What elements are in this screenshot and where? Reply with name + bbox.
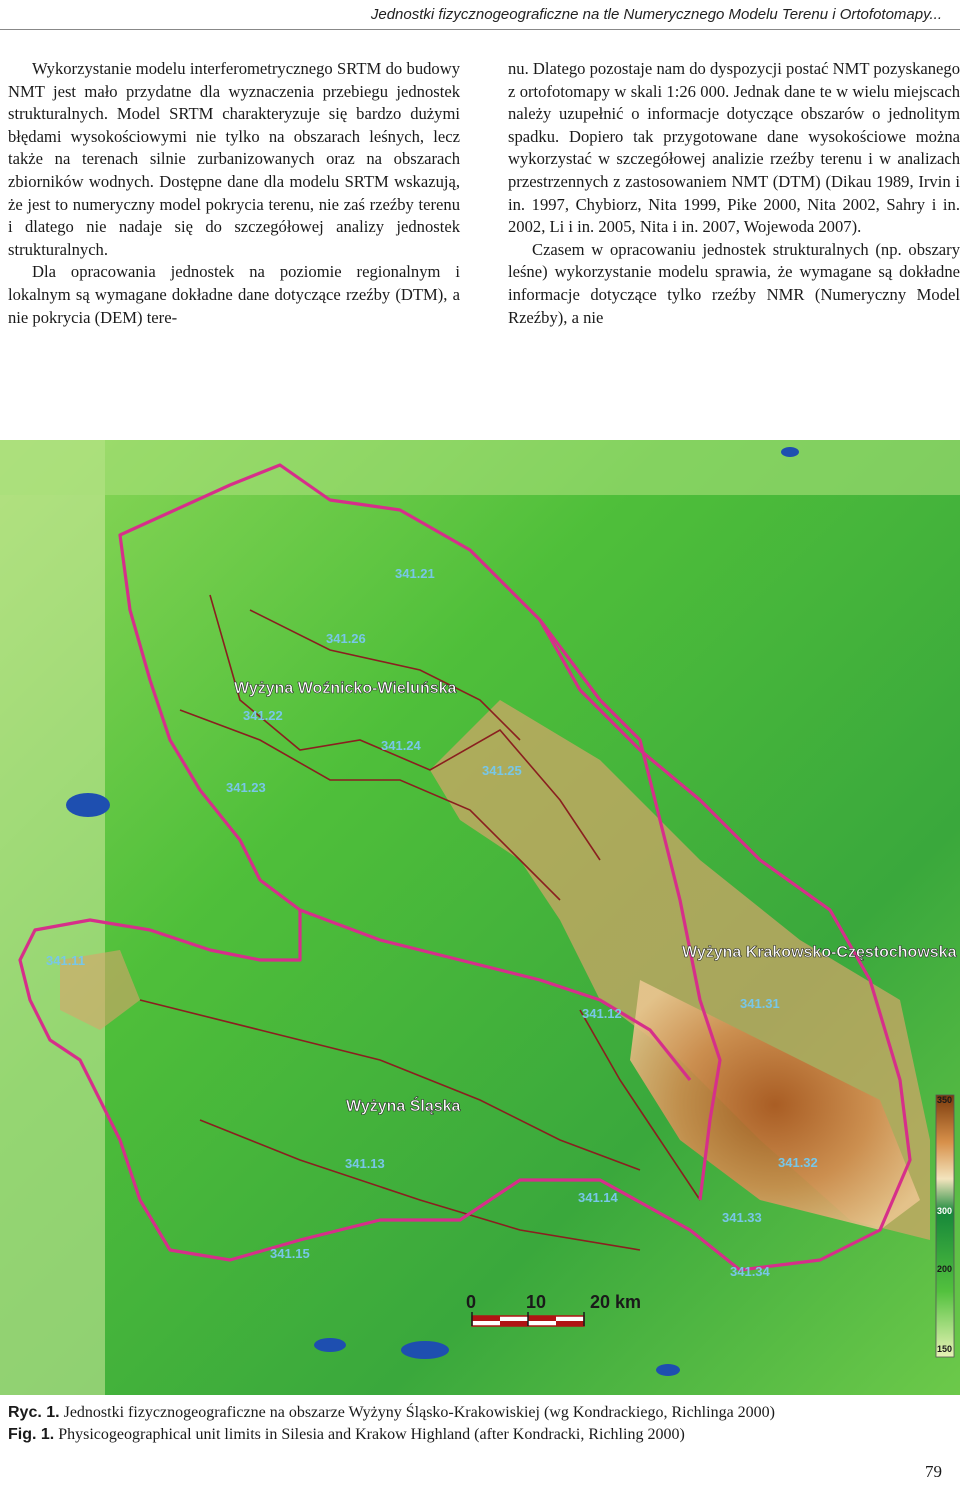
- paragraph: Czasem w opracowaniu jednostek strukturalnych (np. obszary leśne) wykorzystanie modelu sprawia, że wymagane są dokładne informacje dotyczące tylko rzeźby NMR (Numeryczny Model Rzeźby), a nie: [508, 239, 960, 327]
- figure-map: [0, 440, 960, 1395]
- unit-code: 341.14: [578, 1190, 618, 1205]
- unit-code: 341.24: [381, 738, 421, 753]
- unit-code: 341.31: [740, 996, 780, 1011]
- water-body: [781, 447, 799, 457]
- region-label-woznicko: Wyżyna Woźnicko-Wieluńska: [234, 680, 457, 697]
- text-column-right: [508, 58, 960, 329]
- paragraph: nu. Dlatego pozostaje nam do dyspozycji postać NMT pozyskanego z ortofotomapy w skali 1:26 000. Jednak dane te w wielu miejscach należy uzupełnić o informacje dotyczące obszarów o jednolitym spadku. Dopiero tak przygotowane dane wysokościowe można wykorzystać w szczegółowej analizie rzeźby terenu i w analizach przestrzennych z zastosowaniem NMT (DTM) (Dikau 1989, Irvin i in. 1997, Chybiorz, Nita 1999, Pike 2000, Nita 2002, Sahry i in. 2002, Li i in. 2005, Nita i in. 2007, Wojewoda 2007).: [508, 59, 960, 237]
- caption-prefix: Ryc. 1.: [8, 1404, 60, 1421]
- scale-tick-10: 10: [526, 1292, 547, 1312]
- water-body: [66, 793, 110, 817]
- unit-code: 341.26: [326, 631, 366, 646]
- scale-tick-0: 0: [466, 1292, 477, 1312]
- page-number: 79: [925, 1462, 942, 1481]
- map-background: [0, 440, 960, 1395]
- water-body: [656, 1364, 680, 1376]
- unit-code: 341.32: [778, 1155, 818, 1170]
- unit-code: 341.33: [722, 1210, 762, 1225]
- paragraph: Dla opracowania jednostek na poziomie regionalnym i lokalnym są wymagane dokładne dane dotyczące rzeźby (DTM), a nie pokrycia (DEM) tere-: [8, 262, 460, 327]
- paragraph: Wykorzystanie modelu interferometrycznego SRTM do budowy NMT jest mało przydatne dla wyznaczenia przebiegu jednostek strukturalnych. Model SRTM charakteryzuje się bardzo dużymi błędami wysokościowymi nie tylko na obszarach leśnych, lecz także na terenach silnie zurbanizowanych oraz na obszarach zbiorników wodnych. Dostępne dane dla modelu SRTM wskazują, że jest to numeryczny model pokrycia terenu, nie zaś rzeźby terenu i dlatego nie nadaje się do szczegółowej analizy jednostek strukturalnych.: [8, 59, 460, 259]
- unit-code: 341.34: [730, 1264, 770, 1279]
- unit-code: 341.13: [345, 1156, 385, 1171]
- figure-caption-en: [8, 1424, 952, 1446]
- figure-caption-pl: [8, 1402, 952, 1424]
- caption-prefix: Fig. 1.: [8, 1426, 55, 1443]
- west-lowland: [0, 440, 105, 1395]
- caption-text: Physicogeographical unit limits in Silesia and Krakow Highland (after Kondracki, Richling 2000): [58, 1426, 685, 1443]
- elevation-map: [0, 440, 960, 1395]
- unit-code: 341.23: [226, 780, 266, 795]
- region-label-krakowsko: Wyżyna Krakowsko-Częstochowska: [682, 944, 957, 961]
- water-body: [401, 1341, 449, 1359]
- unit-code: 341.12: [582, 1006, 622, 1021]
- water-body: [314, 1338, 346, 1352]
- north-band: [0, 440, 960, 495]
- unit-code: 341.11: [46, 953, 86, 968]
- region-label-slaska: Wyżyna Śląska: [346, 1098, 461, 1115]
- unit-code: 341.22: [243, 708, 283, 723]
- caption-text: Jednostki fizycznogeograficzne na obszarze Wyżyny Śląsko-Krakowiskiej (wg Kondrackiego, Richlinga 2000): [63, 1404, 775, 1421]
- header-rule: [0, 29, 960, 30]
- legend-value-200: 200: [937, 1264, 953, 1274]
- legend-value-150: 150: [937, 1344, 953, 1354]
- scale-tick-20: 20 km: [590, 1292, 642, 1312]
- running-title: Jednostki fizycznogeograficzne na tle Numerycznego Modelu Terenu i Ortofotomapy...: [370, 6, 942, 23]
- unit-code: 341.21: [395, 566, 435, 581]
- legend-value-350: 350: [937, 1095, 953, 1105]
- elevation-legend: [936, 1095, 954, 1357]
- unit-code: 341.15: [270, 1246, 310, 1261]
- unit-code: 341.25: [482, 763, 522, 778]
- legend-value-300: 300: [937, 1206, 953, 1216]
- running-header: [0, 0, 960, 30]
- text-column-left: [8, 58, 460, 329]
